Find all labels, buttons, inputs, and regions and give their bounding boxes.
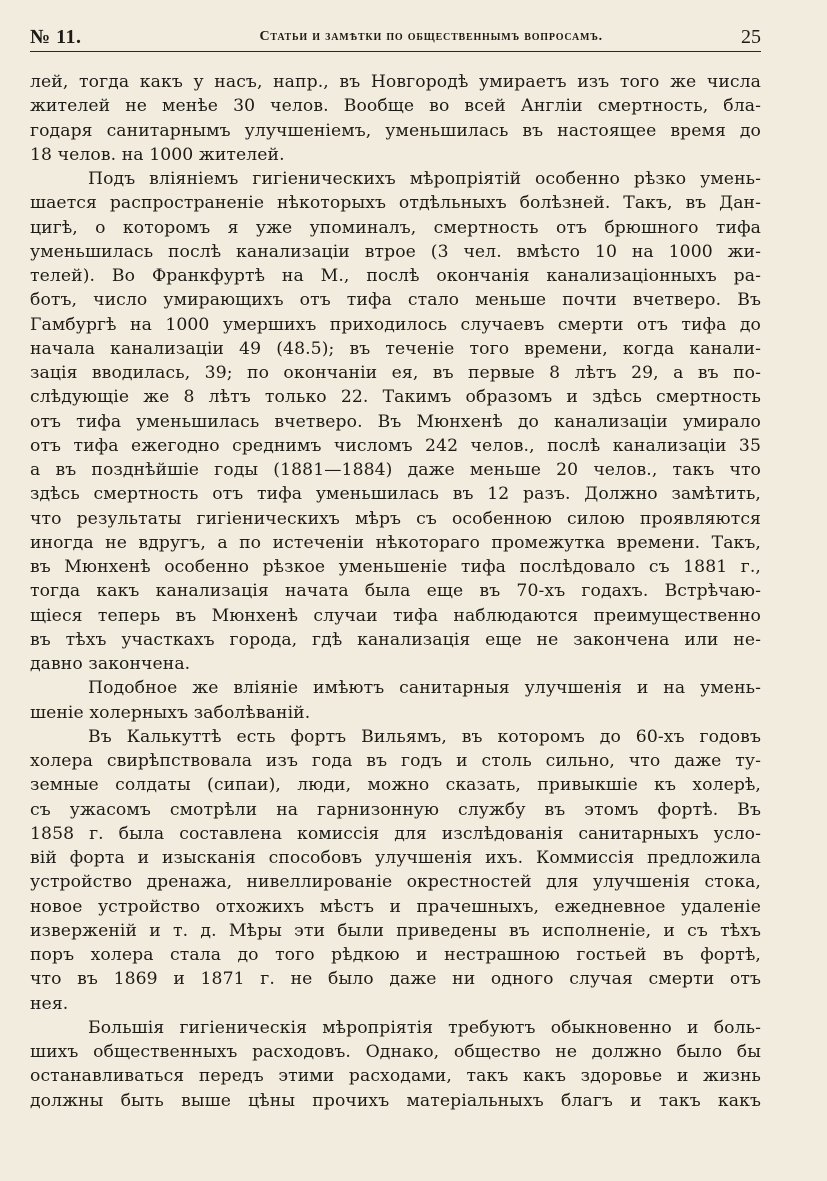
text-line: изверженій и т. д. Мѣры эти были приведены въ исполненіе, и съ тѣхъ	[30, 920, 761, 941]
text-line: должны быть выше цѣны прочихъ матеріальныхъ благъ и такъ какъ	[30, 1090, 761, 1111]
text-line: останавливаться передъ этими расходами, такъ какъ здоровье и жизнь	[30, 1066, 761, 1087]
header-rule	[30, 51, 761, 52]
text-line: въ тѣхъ участкахъ города, гдѣ канализація еще не закончена или не-	[30, 629, 761, 650]
text-line: Подобное же вліяніе имѣютъ санитарныя улучшенія и на умень-	[88, 678, 761, 699]
text-line: отъ тифа уменьшилась вчетверо. Въ Мюнхенѣ до канализаціи умирало	[30, 411, 761, 432]
text-line: земные солдаты (сипаи), люди, можно сказать, привыкшіе къ холерѣ,	[30, 775, 761, 796]
text-line: вій форта и изысканія способовъ улучшенія ихъ. Коммиссія предложила	[30, 848, 761, 868]
text-line: 18 челов. на 1000 жителей.	[30, 144, 285, 165]
text-line: 1858 г. была составлена комиссія для изслѣдованія санитарныхъ усло-	[30, 823, 761, 844]
text-line: а въ позднѣйшіе годы (1881—1884) даже меньше 20 челов., такъ что	[30, 460, 761, 480]
text-line: цигѣ, о которомъ я уже упоминалъ, смертность отъ брюшного тифа	[30, 217, 761, 238]
text-line: что въ 1869 и 1871 г. не было даже ни одного случая смерти отъ	[30, 969, 761, 990]
text-line: телей). Во Франкфуртѣ на М., послѣ окончанія канализаціонныхъ ра-	[30, 266, 761, 286]
text-line: тогда какъ канализація начата была еще въ 70-хъ годахъ. Встрѣчаю-	[30, 581, 761, 602]
text-line: шается распространеніе нѣкоторыхъ отдѣльныхъ болѣзней. Такъ, въ Дан-	[30, 193, 761, 214]
text-line: съ ужасомъ смотрѣли на гарнизонную службу въ этомъ фортѣ. Въ	[30, 799, 761, 820]
text-line: ботъ, число умирающихъ отъ тифа стало меньше почти вчетверо. Въ	[30, 290, 761, 311]
page-number: 25	[740, 25, 761, 48]
text-line: Въ Калькуттѣ есть фортъ Вильямъ, въ которомъ до 60-хъ годовъ	[88, 726, 761, 747]
text-line: уменьшилась послѣ канализаціи втрое (3 чел. вмѣсто 10 на 1000 жи-	[30, 241, 761, 262]
text-line: лей, тогда какъ у насъ, напр., въ Новгородѣ умираетъ изъ того же числа	[30, 72, 761, 92]
text-line: давно закончена.	[30, 654, 191, 674]
text-line: шеніе холерныхъ заболѣваній.	[30, 702, 311, 723]
text-line: что результаты гигіеническихъ мѣръ съ особенною силою проявляются	[30, 508, 761, 529]
text-line: новое устройство отхожихъ мѣстъ и прачешныхъ, ежедневное удаленіе	[30, 896, 761, 917]
text-line: Гамбургѣ на 1000 умершихъ приходилось случаевъ смерти отъ тифа до	[30, 314, 761, 335]
text-line: въ Мюнхенѣ особенно рѣзкое уменьшеніе тифа послѣдовало съ 1881 г.,	[30, 557, 761, 577]
text-line: холера свирѣпствовала изъ года въ годъ и столь сильно, что даже ту-	[30, 751, 761, 771]
text-line: поръ холера стала до того рѣдкою и нестрашною гостьей въ фортѣ,	[30, 945, 761, 965]
text-line: начала канализаціи 49 (48.5); въ теченіе того времени, когда канали-	[30, 338, 761, 359]
text-line: щіеся теперь въ Мюнхенѣ случаи тифа наблюдаются преимущественно	[30, 605, 761, 626]
text-line: годаря санитарнымъ улучшеніемъ, уменьшилась въ настоящее время до	[30, 120, 761, 141]
section-title: Статьи и замѣтки по общественнымъ вопросамъ.	[259, 29, 603, 44]
text-line: устройство дренажа, нивеллированіе окрестностей для улучшенія стока,	[30, 872, 761, 893]
running-header	[30, 24, 761, 50]
text-line: нея.	[30, 993, 69, 1014]
text-line: Большія гигіеническія мѣропріятія требуютъ обыкновенно и боль-	[88, 1017, 761, 1038]
text-line: зація вводилась, 39; по окончаніи ея, въ первые 8 лѣтъ 29, а въ по-	[30, 363, 761, 383]
issue-number: № 11.	[30, 25, 82, 48]
text-line: отъ тифа ежегодно среднимъ числомъ 242 челов., послѣ канализаціи 35	[30, 435, 761, 456]
body-text	[30, 70, 761, 1113]
text-line: шихъ общественныхъ расходовъ. Однако, общество не должно было бы	[30, 1042, 761, 1062]
text-line: здѣсь смертность отъ тифа уменьшилась въ 12 разъ. Должно замѣтить,	[30, 484, 761, 505]
text-line: жителей не менѣе 30 челов. Вообще во всей Англіи смертность, бла-	[30, 96, 761, 117]
text-line: иногда не вдругъ, а по истеченіи нѣкотораго промежутка времени. Такъ,	[30, 532, 761, 553]
text-line: Подъ вліяніемъ гигіеническихъ мѣропріятій особенно рѣзко умень-	[88, 169, 761, 189]
text-line: слѣдующіе же 8 лѣтъ только 22. Такимъ образомъ и здѣсь смертность	[30, 387, 761, 408]
